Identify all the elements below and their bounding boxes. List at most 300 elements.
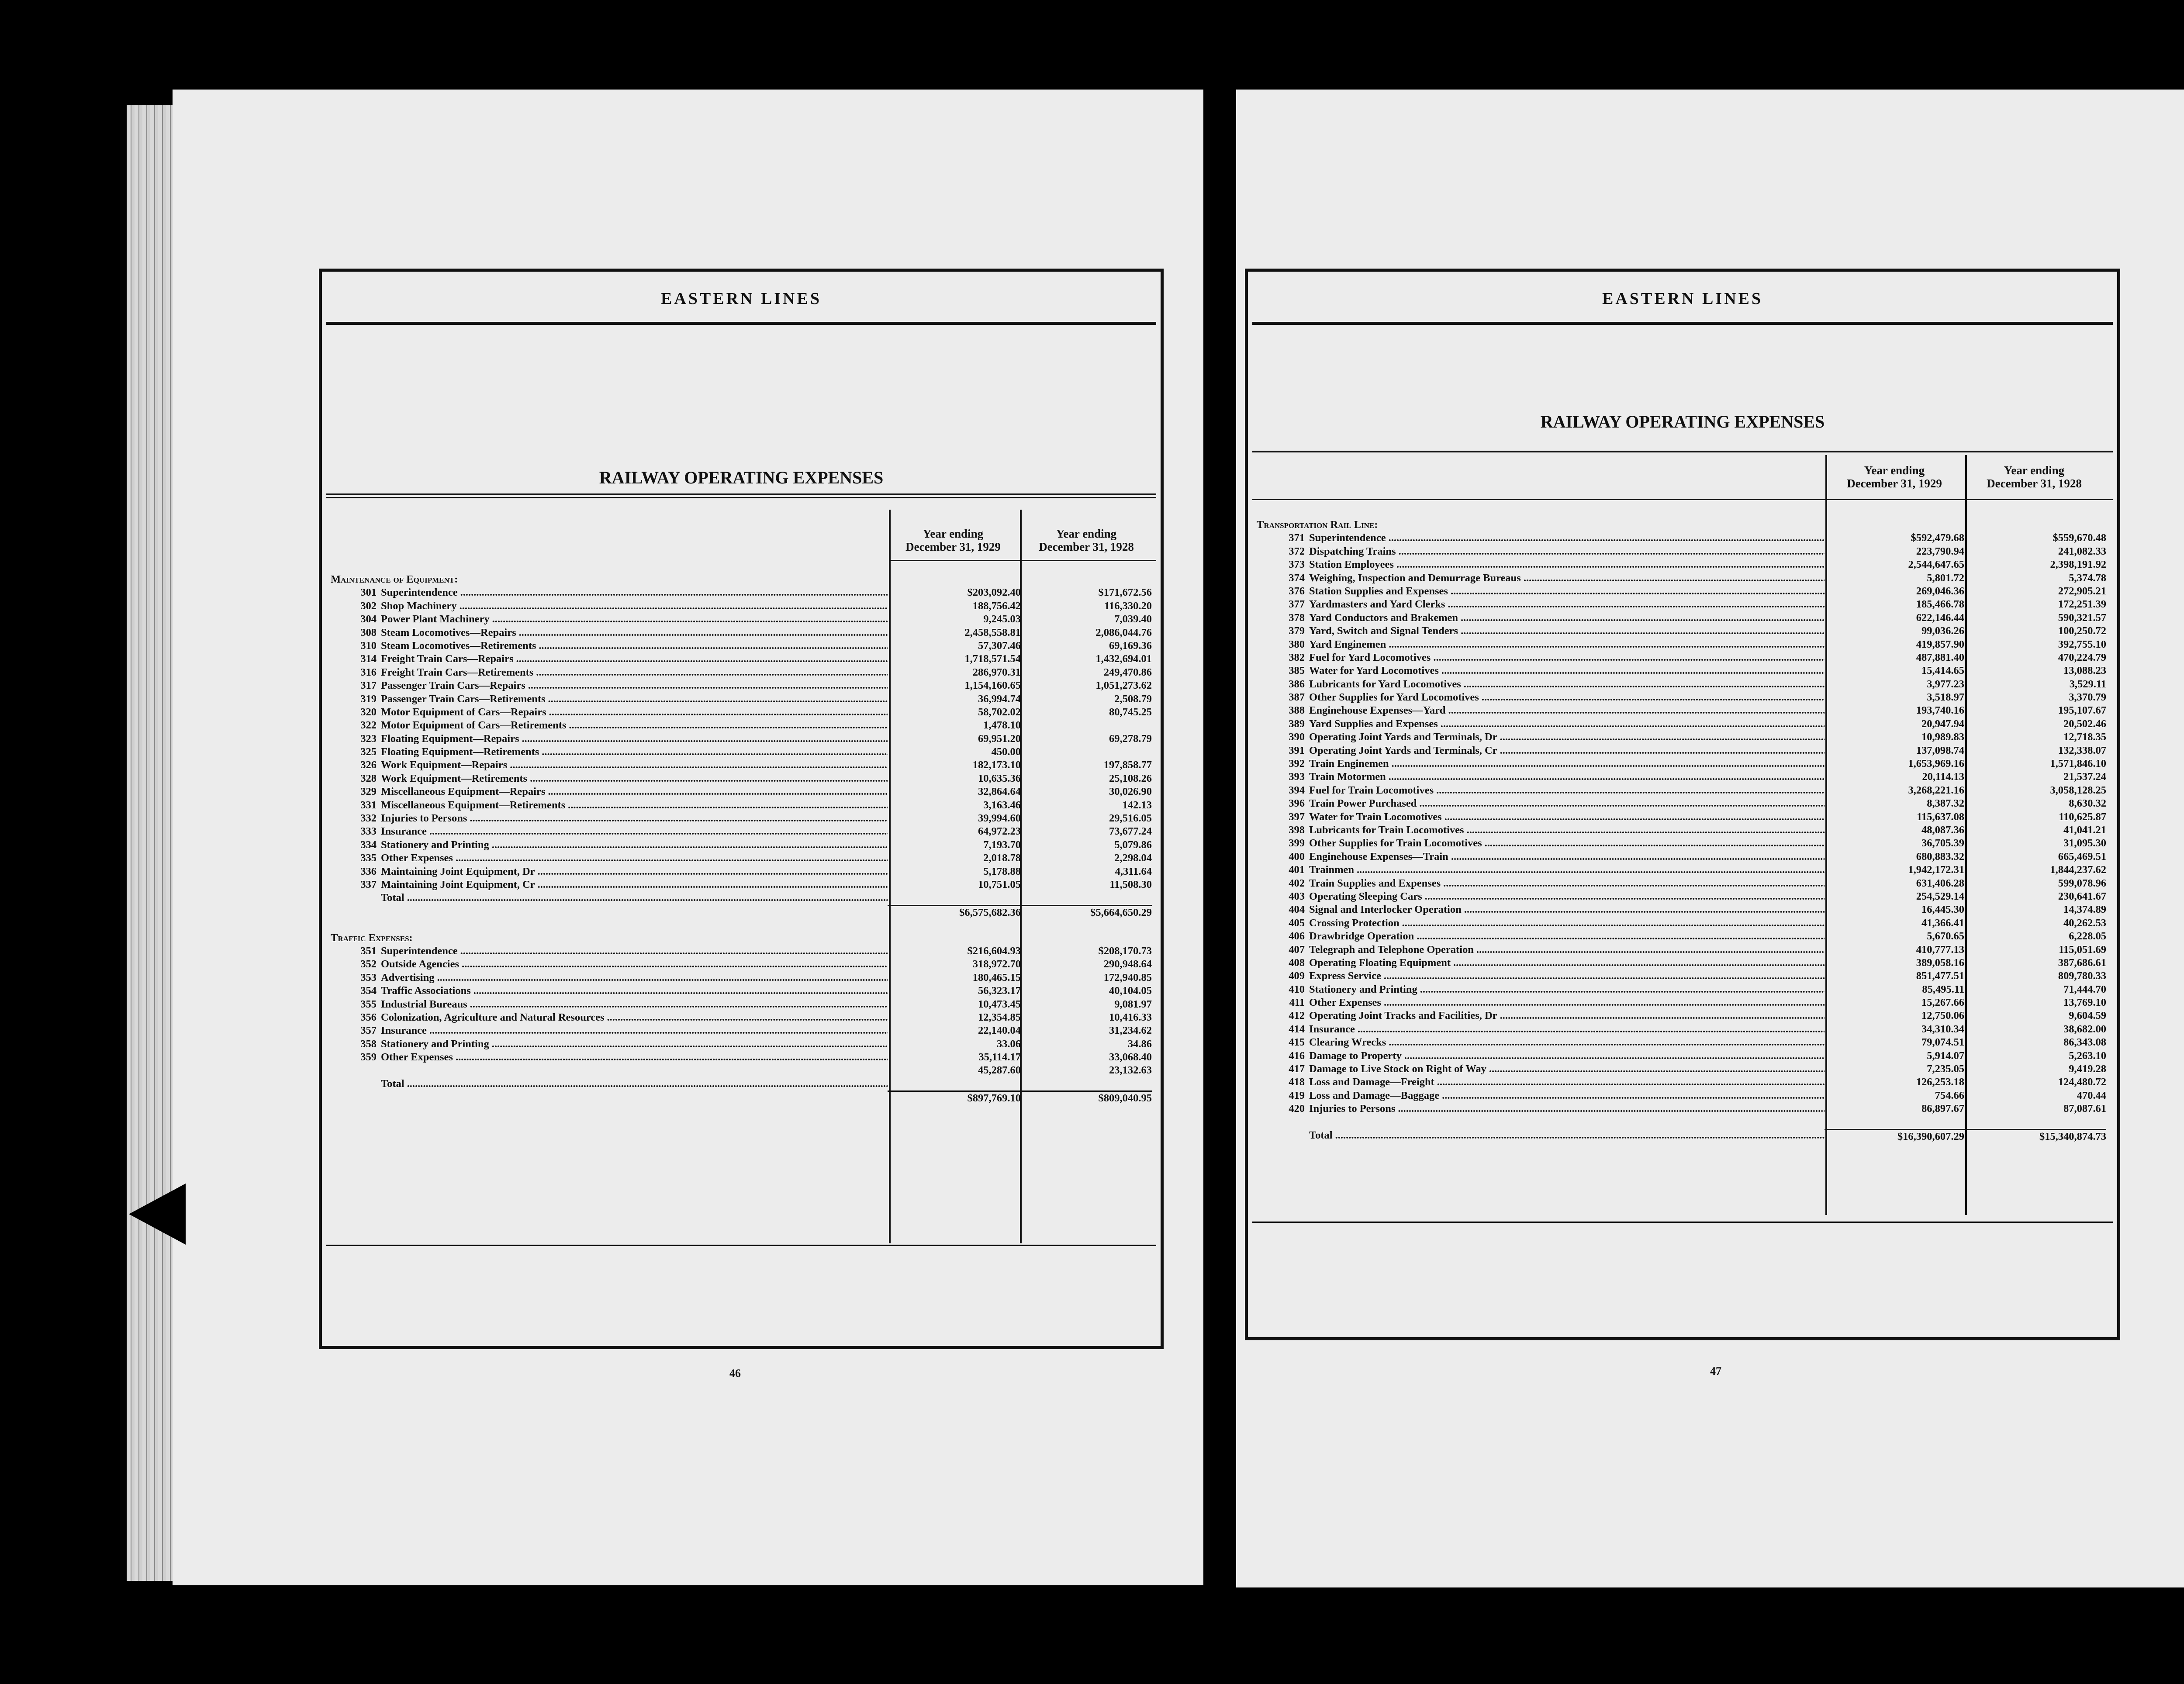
table-row	[1257, 704, 2108, 717]
table-row	[1257, 558, 2108, 571]
account-label: Floating Equipment—Retirements .....	[381, 745, 888, 759]
value-1929: 193,740.16	[1916, 704, 1964, 717]
account-label: Advertising .....	[381, 971, 888, 984]
value-1929: 254,529.14	[1916, 890, 1964, 902]
account-number: 320	[360, 706, 377, 718]
value-1928: 10,416.33	[1109, 1011, 1152, 1023]
page-header: EASTERN LINES	[1602, 290, 1763, 308]
value-1929: 318,972.70	[972, 958, 1021, 970]
account-label: Drawbridge Operation .....	[1309, 930, 1825, 943]
value-1929: 269,046.36	[1916, 585, 1964, 597]
value-1929: 7,193.70	[983, 839, 1021, 851]
value-1928: 34.86	[1127, 1038, 1152, 1050]
value-1929: 56,323.17	[978, 985, 1021, 997]
account-number: 317	[360, 680, 377, 692]
value-1929: 5,178.88	[983, 865, 1021, 877]
value-1929: 22,140.04	[978, 1025, 1021, 1037]
value-1929: 12,750.06	[1921, 1010, 1964, 1022]
table-row	[1257, 531, 2108, 545]
account-label: Lubricants for Train Locomotives .....	[1309, 824, 1825, 837]
col-head-line: Year ending	[2004, 464, 2065, 477]
account-number: 393	[1289, 771, 1305, 783]
value-1929: 15,267.66	[1921, 997, 1964, 1009]
column-head-rule	[1252, 499, 2113, 500]
account-number: 382	[1289, 651, 1305, 663]
value-1929	[888, 1077, 1021, 1090]
value-1929: 2,544,647.65	[1908, 559, 1964, 571]
account-label: Insurance .....	[381, 1024, 888, 1037]
account-label: Total .....	[1309, 1129, 1825, 1142]
table-row	[331, 745, 1152, 759]
table-row	[1257, 1116, 2108, 1129]
value-1929: 99,036.26	[1921, 625, 1964, 637]
account-number: 326	[360, 759, 377, 771]
account-label: Station Employees .....	[1309, 558, 1825, 571]
account-label: Train Enginemen .....	[1309, 757, 1825, 770]
account-number: 323	[360, 732, 377, 745]
value-1929: 5,670.65	[1927, 930, 1964, 942]
page-title: RAILWAY OPERATING EXPENSES	[1540, 412, 1825, 431]
account-label: Shop Machinery .....	[381, 600, 888, 613]
account-label: Total .....	[381, 891, 888, 904]
value-1928: 195,107.67	[2058, 704, 2106, 717]
table-row	[331, 1090, 1152, 1104]
table-row	[1257, 638, 2108, 651]
account-number: 376	[1289, 585, 1305, 597]
table-row	[331, 613, 1152, 626]
value-1929: 622,146.44	[1916, 611, 1964, 624]
account-label	[381, 905, 888, 918]
account-label	[381, 1064, 888, 1077]
table-row	[1257, 850, 2108, 863]
account-number: 325	[360, 746, 377, 758]
account-label: Steam Locomotives—Repairs .....	[381, 626, 888, 639]
value-1929: 1,653,969.16	[1908, 758, 1964, 770]
account-number: 358	[360, 1038, 377, 1050]
account-number: 396	[1289, 797, 1305, 810]
account-label: Operating Sleeping Cars .....	[1309, 890, 1825, 903]
account-number: 417	[1289, 1063, 1305, 1075]
account-number: 380	[1289, 638, 1305, 650]
account-label: Crossing Protection .....	[1309, 917, 1825, 930]
table-row	[1257, 824, 2108, 837]
value-1929: 680,883.32	[1916, 850, 1964, 863]
value-1928: 13,769.10	[2063, 997, 2106, 1009]
table-row	[331, 812, 1152, 825]
value-1929	[888, 932, 1021, 945]
table-row	[331, 586, 1152, 599]
value-1929	[888, 891, 1021, 904]
account-number: 379	[1289, 625, 1305, 637]
table-row	[1257, 545, 2108, 558]
account-number	[1257, 1129, 1309, 1142]
value-1929: $203,092.40	[967, 587, 1021, 599]
value-1928: 2,398,191.92	[2050, 559, 2106, 571]
account-label: Station Supplies and Expenses .....	[1309, 585, 1825, 598]
account-number: 391	[1289, 744, 1305, 756]
account-label: Other Expenses .....	[1309, 996, 1825, 1009]
account-label: Freight Train Cars—Repairs .....	[381, 652, 888, 666]
value-1929: 16,445.30	[1921, 904, 1964, 916]
value-1928	[1964, 1116, 2106, 1129]
table-row	[331, 1038, 1152, 1051]
account-number: 337	[360, 878, 377, 890]
column-head-1929	[1827, 464, 1962, 490]
table-row	[331, 785, 1152, 798]
account-number: 333	[360, 825, 377, 838]
account-number: 331	[360, 799, 377, 811]
value-1929: 10,751.05	[978, 878, 1021, 890]
table-row	[331, 626, 1152, 639]
table-row	[1257, 691, 2108, 704]
table-row	[331, 825, 1152, 838]
title-rule	[1252, 451, 2113, 452]
table-row	[331, 693, 1152, 706]
value-1929: 2,018.78	[983, 852, 1021, 864]
table-row	[1257, 1129, 2108, 1142]
table-row	[1257, 1023, 2108, 1036]
account-label: Miscellaneous Equipment—Repairs .....	[381, 785, 888, 798]
account-label: Floating Equipment—Repairs .....	[381, 732, 888, 745]
account-number: 407	[1289, 943, 1305, 956]
table-row	[331, 865, 1152, 878]
account-number: 405	[1289, 917, 1305, 929]
account-number: 351	[360, 945, 377, 957]
account-label: Motor Equipment of Cars—Retirements .....	[381, 719, 888, 732]
account-number: 355	[360, 998, 377, 1010]
account-number: 334	[360, 839, 377, 851]
value-1929: $6,575,682.36	[888, 905, 1021, 918]
value-1928: 172,251.39	[2058, 598, 2106, 611]
account-label	[381, 918, 888, 931]
table-row	[1257, 585, 2108, 598]
value-1929: 487,881.40	[1916, 651, 1964, 663]
value-1929: 1,154,160.65	[964, 680, 1021, 692]
col-head-line: December 31, 1929	[1847, 477, 1942, 490]
value-1929: 8,387.32	[1927, 797, 1964, 810]
account-number: 377	[1289, 598, 1305, 611]
value-1928: 2,086,044.76	[1095, 626, 1152, 638]
table-row	[1257, 863, 2108, 877]
table-row	[331, 706, 1152, 719]
column-head-1928	[1021, 527, 1152, 553]
value-1929: 631,406.28	[1916, 877, 1964, 889]
value-1929: 389,058.16	[1916, 956, 1964, 969]
table-row	[1257, 930, 2108, 943]
account-label: Stationery and Printing .....	[381, 839, 888, 852]
account-number: 328	[360, 772, 377, 784]
account-label: Telegraph and Telephone Operation .....	[1309, 943, 1825, 956]
value-1928: 2,508.79	[1114, 693, 1152, 705]
account-label: Stationery and Printing .....	[1309, 983, 1825, 996]
value-1928: 387,686.61	[2058, 956, 2106, 969]
value-1929: $592,479.68	[1911, 532, 1964, 544]
account-number: 354	[360, 985, 377, 997]
table-row	[331, 1077, 1152, 1090]
value-1929: 57,307.46	[978, 639, 1021, 652]
account-number: 310	[360, 639, 377, 652]
account-label: Water for Train Locomotives .....	[1309, 811, 1825, 824]
table-row	[1257, 837, 2108, 850]
value-1928: 100,250.72	[2058, 625, 2106, 637]
account-number: 415	[1289, 1036, 1305, 1049]
account-number	[1257, 1116, 1309, 1129]
col-head-line: December 31, 1929	[905, 540, 1001, 553]
value-1929: 286,970.31	[972, 666, 1021, 678]
value-1929: 58,702.02	[978, 706, 1021, 718]
account-label: Injuries to Persons .....	[1309, 1102, 1825, 1115]
account-number: 316	[360, 666, 377, 678]
table-row	[331, 652, 1152, 666]
value-1928	[1021, 932, 1152, 945]
value-1928: 272,905.21	[2058, 585, 2106, 597]
account-number	[331, 1064, 381, 1077]
value-1928: 1,571,846.10	[2050, 758, 2106, 770]
account-number	[331, 891, 381, 904]
table-row	[331, 759, 1152, 772]
account-number: 386	[1289, 678, 1305, 690]
page-number: 46	[729, 1367, 741, 1380]
account-number: 356	[360, 1011, 377, 1023]
value-1929: 39,994.60	[978, 812, 1021, 825]
account-number: 335	[360, 852, 377, 864]
value-1928: 115,051.69	[2059, 943, 2106, 956]
value-1928: 5,374.78	[2069, 572, 2106, 584]
value-1928	[1021, 745, 1152, 759]
value-1929: 10,989.83	[1921, 731, 1964, 743]
account-label: Superintendence .....	[381, 586, 888, 599]
value-1929: 45,287.60	[978, 1064, 1021, 1077]
table-row	[1257, 1009, 2108, 1022]
value-1928: 5,079.86	[1114, 839, 1152, 851]
page-title: RAILWAY OPERATING EXPENSES	[599, 468, 884, 487]
value-1928: 40,262.53	[2063, 917, 2106, 929]
value-1928: 230,641.67	[2058, 890, 2106, 902]
value-1929: 36,994.74	[978, 693, 1021, 705]
account-number	[331, 1090, 381, 1104]
account-number: 332	[360, 812, 377, 825]
col-head-line: Year ending	[1864, 464, 1925, 477]
value-1929: 86,897.67	[1921, 1103, 1964, 1115]
table-row	[1257, 611, 2108, 625]
account-number: 301	[360, 587, 377, 599]
account-label: Yard Enginemen .....	[1309, 638, 1825, 651]
value-1928: 290,948.64	[1103, 958, 1152, 970]
value-1928: 69,278.79	[1109, 732, 1152, 745]
account-label: Clearing Wrecks .....	[1309, 1036, 1825, 1049]
table-row	[1257, 1102, 2108, 1115]
account-number: 419	[1289, 1089, 1305, 1101]
account-label: Operating Joint Yards and Terminals, Dr .....	[1309, 731, 1825, 744]
value-1928: 116,330.20	[1104, 600, 1152, 612]
account-number: 385	[1289, 665, 1305, 677]
value-1928: 124,480.72	[2058, 1076, 2106, 1088]
table-row	[1257, 731, 2108, 744]
account-label: Other Supplies for Train Locomotives .....	[1309, 837, 1825, 850]
value-1929: 20,947.94	[1921, 718, 1964, 730]
value-1928: 809,780.33	[2058, 970, 2106, 982]
account-number: 416	[1289, 1049, 1305, 1062]
page-header: EASTERN LINES	[660, 290, 822, 308]
value-1928: 241,082.33	[2058, 545, 2106, 557]
table-row	[1257, 678, 2108, 691]
value-1929: 5,914.07	[1927, 1049, 1964, 1062]
value-1928: 73,677.24	[1109, 825, 1152, 838]
value-1929: 10,635.36	[978, 772, 1021, 784]
account-number: 399	[1289, 837, 1305, 849]
value-1928: 1,432,694.01	[1095, 653, 1152, 665]
header-rule	[326, 322, 1156, 325]
account-label: Insurance .....	[381, 825, 888, 838]
table-row	[331, 971, 1152, 984]
value-1929: 3,163.46	[983, 799, 1021, 811]
value-1928: 12,718.35	[2063, 731, 2106, 743]
account-number: 371	[1289, 532, 1305, 544]
account-label: Passenger Train Cars—Retirements .....	[381, 693, 888, 706]
value-1928: 6,228.05	[2069, 930, 2106, 942]
account-number: 336	[360, 865, 377, 877]
value-1928: 25,108.26	[1109, 772, 1152, 784]
account-label: Work Equipment—Repairs .....	[381, 759, 888, 772]
value-1929: 754.66	[1935, 1089, 1964, 1101]
table-row	[1257, 664, 2108, 677]
value-1929: 5,801.72	[1927, 572, 1964, 584]
table-row	[331, 1064, 1152, 1077]
account-label: Enginehouse Expenses—Train .....	[1309, 850, 1825, 863]
account-number: 392	[1289, 758, 1305, 770]
account-number: 314	[360, 653, 377, 665]
value-1929: 64,972.23	[978, 825, 1021, 838]
table-row	[1257, 903, 2108, 916]
value-1928: 80,745.25	[1109, 706, 1152, 718]
account-label: Maintenance of Equipment:	[331, 573, 458, 585]
value-1928: 69,169.36	[1109, 639, 1152, 652]
account-number: 397	[1289, 811, 1305, 823]
account-label: Outside Agencies .....	[381, 958, 888, 971]
table-row	[331, 799, 1152, 812]
value-1928: 29,516.05	[1109, 812, 1152, 825]
table-row	[1257, 1049, 2108, 1063]
account-label: Yard, Switch and Signal Tenders .....	[1309, 625, 1825, 638]
table-row	[1257, 784, 2108, 797]
account-label: Train Power Purchased .....	[1309, 797, 1825, 810]
table-row	[331, 1024, 1152, 1037]
value-1929: 3,518.97	[1927, 691, 1964, 704]
table-row	[331, 945, 1152, 958]
account-label: Total .....	[381, 1077, 888, 1090]
value-1929: 126,253.18	[1916, 1076, 1964, 1088]
table-row	[1257, 917, 2108, 930]
account-number: 308	[360, 626, 377, 638]
value-1929: 33.06	[996, 1038, 1021, 1050]
value-1929: 35,114.17	[978, 1051, 1021, 1063]
table-row	[331, 932, 1152, 945]
account-label: Operating Joint Tracks and Facilities, Dr .....	[1309, 1009, 1825, 1022]
value-1929: 41,366.41	[1921, 917, 1964, 929]
table-row	[1257, 983, 2108, 996]
value-1929: 185,466.78	[1916, 598, 1964, 611]
account-label: Maintaining Joint Equipment, Cr .....	[381, 878, 888, 891]
account-label: Other Expenses .....	[381, 852, 888, 865]
value-1928: 172,940.85	[1103, 971, 1152, 983]
value-1928: 9,081.97	[1114, 998, 1152, 1010]
expense-table-right	[1257, 518, 2108, 1142]
value-1929	[1825, 1116, 1964, 1129]
account-label: Operating Floating Equipment .....	[1309, 956, 1825, 970]
value-1928	[1964, 518, 2106, 531]
value-1929: 223,790.94	[1916, 545, 1964, 557]
value-1929: 10,473.45	[978, 998, 1021, 1010]
value-1928: 2,298.04	[1114, 852, 1152, 864]
table-row	[1257, 1089, 2108, 1102]
table-row	[331, 719, 1152, 732]
account-number: 404	[1289, 904, 1305, 916]
value-1928: 470,224.79	[2058, 651, 2106, 663]
value-1929: 450.00	[991, 746, 1021, 758]
account-label: Operating Joint Yards and Terminals, Cr .....	[1309, 744, 1825, 757]
table-row	[331, 878, 1152, 891]
value-1929: 9,245.03	[983, 613, 1021, 625]
table-row	[331, 732, 1152, 745]
value-1929: 3,268,221.16	[1908, 784, 1964, 796]
column-head-1929	[890, 527, 1016, 553]
value-1928: 87,087.61	[2063, 1103, 2106, 1115]
account-number: 418	[1289, 1076, 1305, 1088]
value-1928: $15,340,874.73	[1964, 1129, 2106, 1142]
account-label: Colonization, Agriculture and Natural Resources .....	[381, 1011, 888, 1024]
table-row	[1257, 625, 2108, 638]
account-number: 372	[1289, 545, 1305, 557]
table-row	[1257, 943, 2108, 956]
value-1929: 851,477.51	[1916, 970, 1964, 982]
bottom-rule	[326, 1245, 1156, 1246]
value-1928: 3,058,128.25	[2050, 784, 2106, 796]
account-number: 353	[360, 971, 377, 983]
value-1928: 23,132.63	[1109, 1064, 1152, 1077]
value-1929	[1825, 518, 1964, 531]
account-number: 414	[1289, 1023, 1305, 1035]
account-label: Dispatching Trains .....	[1309, 545, 1825, 558]
value-1928: 33,068.40	[1109, 1051, 1152, 1063]
value-1928: 40,104.05	[1109, 985, 1152, 997]
account-label: Traffic Expenses:	[331, 932, 413, 944]
account-label: Loss and Damage—Freight .....	[1309, 1076, 1825, 1089]
account-label: Transportation Rail Line:	[1257, 519, 1378, 531]
value-1929: 85,495.11	[1922, 983, 1964, 995]
account-label: Superintendence .....	[381, 945, 888, 958]
account-number: 406	[1289, 930, 1305, 942]
value-1929: 137,098.74	[1916, 744, 1964, 756]
account-number: 388	[1289, 704, 1305, 717]
table-row	[1257, 797, 2108, 810]
account-number: 403	[1289, 890, 1305, 902]
value-1929	[888, 918, 1021, 931]
account-label: Fuel for Train Locomotives .....	[1309, 784, 1825, 797]
account-number: 394	[1289, 784, 1305, 796]
account-label: Injuries to Persons .....	[381, 812, 888, 825]
table-row	[331, 839, 1152, 852]
value-1929: $16,390,607.29	[1825, 1129, 1964, 1142]
account-label: Enginehouse Expenses—Yard .....	[1309, 704, 1825, 717]
account-label: Industrial Bureaus .....	[381, 998, 888, 1011]
value-1928: 590,321.57	[2058, 611, 2106, 624]
table-row	[1257, 811, 2108, 824]
value-1929: 48,087.36	[1921, 824, 1964, 836]
table-row	[1257, 757, 2108, 770]
table-row	[331, 998, 1152, 1011]
value-1929: 115,637.08	[1917, 811, 1964, 823]
value-1929: 410,777.13	[1916, 943, 1964, 956]
